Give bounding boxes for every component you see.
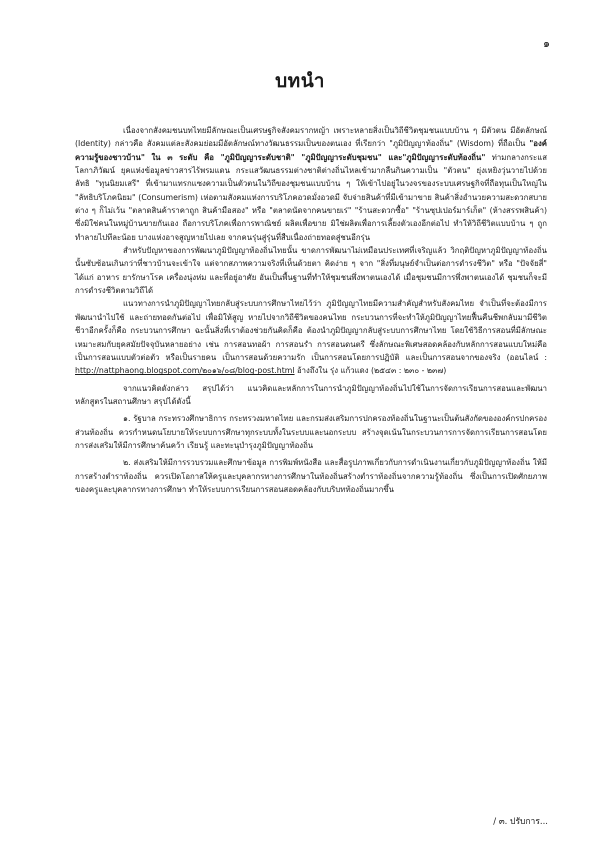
paragraph-intro <box>75 124 547 244</box>
document-body <box>75 124 547 496</box>
citation-text: อ้างถึงใน รุ่ง แก้วแดง (๒๕๔๓ : ๒๓๐ - ๒๓๗) <box>294 366 447 376</box>
page-number: ๑ <box>543 37 550 50</box>
page-title: บทนำ <box>275 70 325 92</box>
paragraph-problems: สำหรับปัญหาของการพัฒนาภูมิปัญญาท้องถิ่นไทยนั้น ขาดการพัฒนาไม่เหมือนประเทศที่เจริญแล้ว วิกฤติปัญหาภูมิปัญญาท้องถิ่นนั้นซับซ้อนเกินกว่าที่ชาวบ้านจะเข้าใจ แต่จากสภาพความจริงที่เห็นด้วยตา คิดง่าย ๆ จาก "สิ่งที่มนุษย์จำเป็นต่อการดำรงชีวิต" หรือ "ปัจจัยสี่" ได้แก่ อาหาร ยารักษาโรค เครื่องนุ่งห่ม และที่อยู่อาศัย อันเป็นพื้นฐานที่ทำให้ชุมชนพึ่งพาตนเองได้ เมื่อชุมชนมีการพึ่งพาตนเองได้ ชุมชนก็จะมีการดำรงชีวิตตามวิถีได้ <box>75 246 547 296</box>
paragraph-guidelines-text: แนวทางการนำภูมิปัญญาไทยกลับสู่ระบบการศึกษาไทยไว้ว่า ภูมิปัญญาไทยมีความสำคัญสำหรับสังคมไทย จำเป็นที่จะต้องมีการพัฒนานำไปใช้ และถ่ายทอดกันต่อไป เพื่อมิให้สูญ หายไปจากวิถีชีวิตของคนไทย กระบวนการที่จะทำให้ภูมิปัญญาไทยฟื้นคืนชีพกลับมามีชีวิตชีวาอีกครั้งก็คือ กระบวนการศึกษา ฉะนั้นสิ่งที่เราต้องช่วยกันคิดก็คือ ต้องนำภูมิปัญญากลับสู่ระบบการศึกษาไทย โดยใช้วิธีการสอนที่มีลักษณะเหมาะสมกับยุคสมัยปัจจุบันหลายอย่าง เช่น การสอนทอผ้า การสอนรำ การสอนดนตรี ซึ่งลักษณะพิเศษสอดคล้องกับหลักการสอนแบบใหม่คือ เป็นการสอนแบบตัวต่อตัว หรือเป็นรายคน เป็นการสอนด้วยความรัก เป็นการสอนโดยการปฏิบัติ และเป็นการสอนจากของจริง (ออนไลน์ : <box>75 299 547 362</box>
paragraph-intro-text-1: เนื่องจากสังคมชนบทไทยมีลักษณะเป็นเศรษฐกิจสังคมรากหญ้า เพราะหลายสิ่งเป็นวิถีชีวิตชุมชนแบบบ้าน ๆ มีตัวตน มีอัตลักษณ์ (Identity) กล่าวคือ สังคมแต่ละสังคมย่อมมีอัตลักษณ์ทางวัฒนธรรมเป็นของตนเอง ที่เรียกว่า "ภูมิปัญญาท้องถิ่น" (Wisdom) ที่ถือเป็น <box>75 126 547 149</box>
list-item-2: ๒. ส่งเสริมให้มีการรวบรวมและศึกษาข้อมูล การพิมพ์หนังสือ และสื่อรูปภาพเกี่ยวกับการดำเนินงานเกี่ยวกับภูมิปัญญาท้องถิ่น ให้มีการสร้างตำราท้องถิ่น ควรเปิดโอกาสให้ครูและบุคลากรทางการศึกษาในท้องถิ่นสร้างตำราท้องถิ่นจากความรู้ท้องถิ่น ซึ่งเป็นการเปิดศักยภาพของครูและบุคลากรทางการศึกษา ทำให้ระบบการเรียนการสอนสอดคล้องกับบริบทท้องถิ่นมากขึ้น <box>75 458 547 494</box>
list-item-1: ๑. รัฐบาล กระทรวงศึกษาธิการ กระทรวงมหาดไทย และกรมส่งเสริมการปกครองท้องถิ่นในฐานะเป็นต้นสังกัดขององค์กรปกครองส่วนท้องถิ่น ควรกำหนดนโยบายให้ระบบการศึกษาทุกระบบทั้งในระบบและนอกระบบ สร้างจุดเน้นในกระบวนการการจัดการเรียนการสอนโดยการส่งเสริมให้มีการศึกษาค้นคว้า เรียนรู้ และทะนุบำรุงภูมิปัญญาท้องถิ่น <box>75 414 547 450</box>
paragraph-guidelines <box>75 297 547 377</box>
paragraph-summary: จากแนวคิดดังกล่าว สรุปได้ว่า แนวคิดและหลักการในการนำภูมิปัญญาท้องถิ่นไปใช้ในการจัดการเรียนการสอนและพัฒนาหลักสูตรในสถานศึกษา สรุปได้ดังนี้ <box>75 383 547 406</box>
paragraph-intro-text-2: ท่ามกลางกระแสโลกาภิวัฒน์ ยุคแห่งข้อมูลข่าวสารไร้พรมแดน กระแสวัฒนธรรมต่างชาติต่างถิ่นไหลเข้ามากลืนกินความเป็น "ตัวตน" ยุ่งเหยิงวุ่นวายไปด้วยลัทธิ "ทุนนิยมเสรี" ที่เข้ามาแทรกแซงความเป็นตัวตนในวิถีของชุมชนแบบบ้าน ๆ ให้เข้าไปอยู่ในวงจรของระบบเศรษฐกิจที่ถือทุนเป็นใหญ่ใน "ลัทธิบริโภคนิยม" (Consumerism) เห่อตามสังคมแห่งการบริโภคอวดมั่งอวดมี จับจ่ายสินค้าที่มีเข้ามาขาย สินค้าสิ่งอำนวยความสะดวกสบายต่าง ๆ ก็ไม่เว้น "ตลาดสินค้าราคาถูก สินค้ามือสอง" หรือ "ตลาดนัดจากคนขายเร่" "ร้านสะดวกซื้อ" "ร้านซุปเปอร์มาร์เก็ต" (ห้างสรรพสินค้า) ซึ่งมิใช่คนในหมู่บ้านขายกันเอง ถือการบริโภคเพื่อการพาณิชย์ ผลิตเพื่อขาย มิใช่ผลิตเพื่อการเลี้ยงตัวเองอีกต่อไป ทำให้วิถีชีวิตแบบบ้าน ๆ ถูกทำลายไปทีละน้อย บางแห่งอาจสูญหายไปเลย จากคนรุ่นสู่รุ่นที่สืบเนื่องถ่ายทอดสู่ชนอีกรุ่น <box>75 152 547 242</box>
blog-reference-link[interactable]: http://nattphaong.blogspot.com/๒๐๑๖/๐๘/blog-post.html <box>75 366 295 376</box>
wisdom-levels-bold: "องค์ความรู้ของชาวบ้าน" ใน ๓ ระดับ คือ "ภูมิปัญญาระดับชาติ" "ภูมิปัญญาระดับชุมชน" และ"ภูมิปัญญาระดับท้องถิ่น" <box>75 139 547 162</box>
continuation-marker: / ๓. ปรับการ... <box>493 817 548 827</box>
